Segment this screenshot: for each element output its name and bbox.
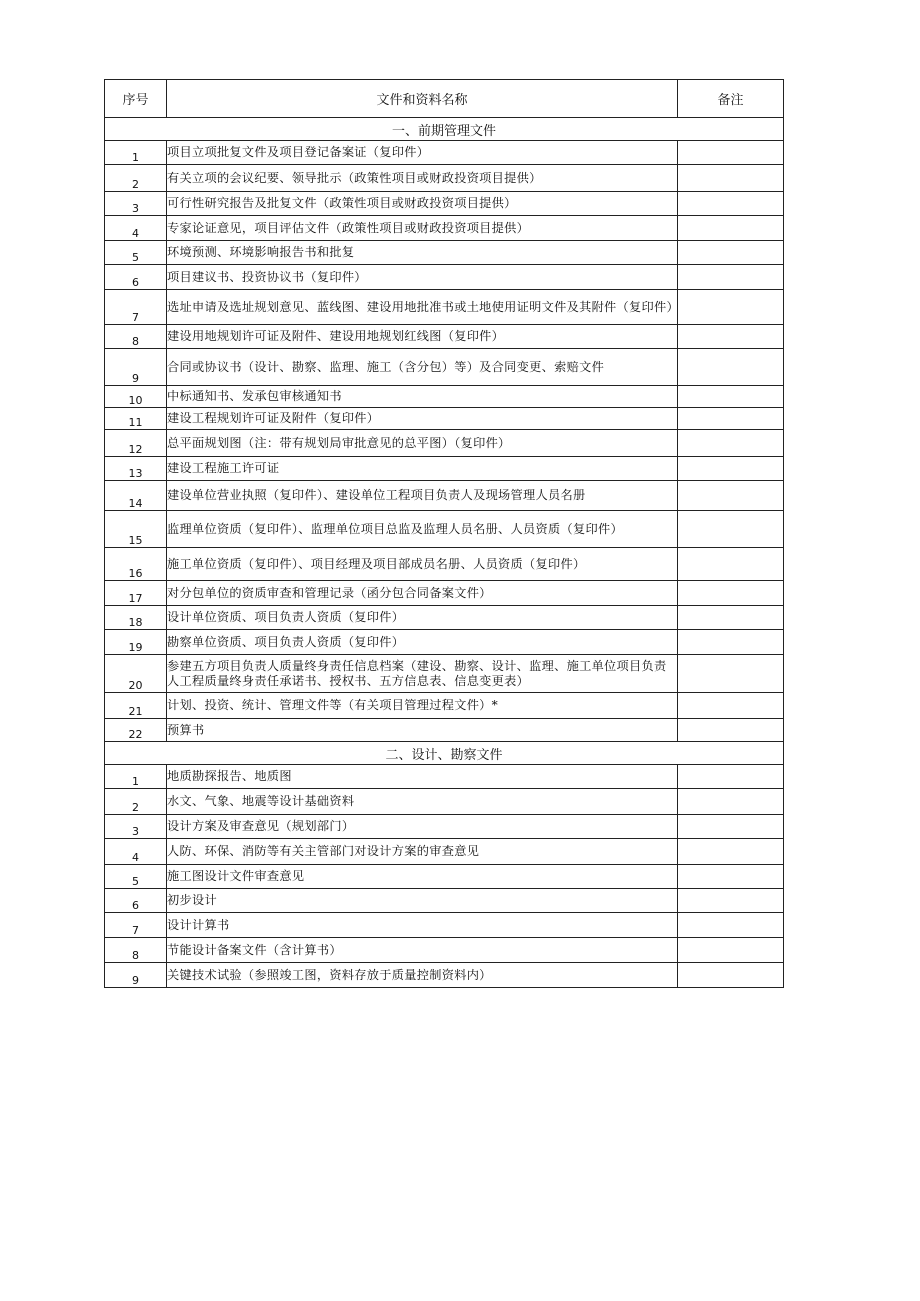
row-document-name: 总平面规划图（注：带有规划局审批意见的总平图）（复印件）	[167, 430, 678, 457]
section-row	[105, 118, 784, 141]
row-document-name: 合同或协议书（设计、勘察、监理、施工（含分包）等）及合同变更、索赔文件	[167, 349, 678, 386]
row-document-name: 设计方案及审查意见（规划部门）	[167, 815, 678, 839]
row-note	[678, 913, 784, 938]
row-note	[678, 265, 784, 290]
row-document-name: 有关立项的会议纪要、领导批示（政策性项目或财政投资项目提供）	[167, 165, 678, 192]
section-title: 二、设计、勘察文件	[105, 742, 784, 765]
table-row	[105, 913, 784, 938]
row-number: 7	[105, 913, 167, 938]
row-document-name: 设计计算书	[167, 913, 678, 938]
row-note	[678, 216, 784, 241]
row-note	[678, 408, 784, 430]
row-number: 11	[105, 408, 167, 430]
table-row	[105, 481, 784, 511]
table-row	[105, 349, 784, 386]
row-document-name: 人防、环保、消防等有关主管部门对设计方案的审查意见	[167, 839, 678, 865]
row-document-name: 勘察单位资质、项目负责人资质（复印件）	[167, 630, 678, 655]
row-number: 17	[105, 581, 167, 606]
row-note	[678, 457, 784, 481]
row-number: 16	[105, 548, 167, 581]
row-number: 22	[105, 719, 167, 742]
row-number: 13	[105, 457, 167, 481]
row-number: 1	[105, 765, 167, 789]
row-document-name: 选址申请及选址规划意见、蓝线图、建设用地批准书或土地使用证明文件及其附件（复印件）	[167, 290, 678, 325]
row-number: 8	[105, 325, 167, 349]
row-document-name: 项目建议书、投资协议书（复印件）	[167, 265, 678, 290]
row-document-name: 节能设计备案文件（含计算书）	[167, 938, 678, 963]
row-note	[678, 141, 784, 165]
section-title: 一、前期管理文件	[105, 118, 784, 141]
row-number: 14	[105, 481, 167, 511]
row-number: 6	[105, 265, 167, 290]
row-note	[678, 386, 784, 408]
row-document-name: 计划、投资、统计、管理文件等（有关项目管理过程文件）*	[167, 693, 678, 719]
row-document-name: 预算书	[167, 719, 678, 742]
table-row	[105, 386, 784, 408]
row-number: 20	[105, 655, 167, 693]
row-document-name: 监理单位资质（复印件）、监理单位项目总监及监理人员名册、人员资质（复印件）	[167, 511, 678, 548]
row-note	[678, 839, 784, 865]
row-note	[678, 548, 784, 581]
table-row	[105, 265, 784, 290]
table-row	[105, 141, 784, 165]
table-row	[105, 889, 784, 913]
table-row	[105, 789, 784, 815]
row-number: 10	[105, 386, 167, 408]
row-document-name: 项目立项批复文件及项目登记备案证（复印件）	[167, 141, 678, 165]
row-document-name: 建设用地规划许可证及附件、建设用地规划红线图（复印件）	[167, 325, 678, 349]
row-note	[678, 481, 784, 511]
row-note	[678, 789, 784, 815]
row-note	[678, 655, 784, 693]
row-number: 9	[105, 963, 167, 988]
table-row	[105, 839, 784, 865]
row-document-name: 施工图设计文件审查意见	[167, 865, 678, 889]
row-note	[678, 889, 784, 913]
row-number: 5	[105, 241, 167, 265]
row-number: 2	[105, 165, 167, 192]
row-note	[678, 938, 784, 963]
row-document-name: 对分包单位的资质审查和管理记录（函分包合同备案文件）	[167, 581, 678, 606]
table-row	[105, 290, 784, 325]
row-note	[678, 349, 784, 386]
row-note	[678, 430, 784, 457]
row-document-name: 初步设计	[167, 889, 678, 913]
header-row	[105, 80, 784, 118]
table-row	[105, 815, 784, 839]
table-row	[105, 719, 784, 742]
row-note	[678, 290, 784, 325]
table-body	[105, 118, 784, 988]
row-number: 6	[105, 889, 167, 913]
row-document-name: 参建五方项目负责人质量终身责任信息档案（建设、勘察、设计、监理、施工单位项目负责人工程质量终身责任承诺书、授权书、五方信息表、信息变更表）	[167, 655, 678, 693]
row-document-name: 地质勘探报告、地质图	[167, 765, 678, 789]
row-number: 7	[105, 290, 167, 325]
row-note	[678, 241, 784, 265]
table-row	[105, 457, 784, 481]
table-row	[105, 963, 784, 988]
row-document-name: 中标通知书、发承包审核通知书	[167, 386, 678, 408]
row-number: 2	[105, 789, 167, 815]
row-document-name: 施工单位资质（复印件）、项目经理及项目部成员名册、人员资质（复印件）	[167, 548, 678, 581]
row-note	[678, 963, 784, 988]
row-note	[678, 765, 784, 789]
table-row	[105, 192, 784, 216]
row-number: 5	[105, 865, 167, 889]
row-number: 8	[105, 938, 167, 963]
row-note	[678, 865, 784, 889]
row-number: 21	[105, 693, 167, 719]
row-note	[678, 693, 784, 719]
table-row	[105, 325, 784, 349]
row-note	[678, 511, 784, 548]
table-row	[105, 693, 784, 719]
row-note	[678, 192, 784, 216]
row-document-name: 建设工程规划许可证及附件（复印件）	[167, 408, 678, 430]
header-name: 文件和资料名称	[167, 80, 678, 118]
section-row	[105, 742, 784, 765]
document-table	[104, 79, 784, 988]
row-note	[678, 719, 784, 742]
row-number: 19	[105, 630, 167, 655]
row-note	[678, 630, 784, 655]
row-number: 12	[105, 430, 167, 457]
row-number: 15	[105, 511, 167, 548]
table-row	[105, 606, 784, 630]
row-document-name: 环境预测、环境影响报告书和批复	[167, 241, 678, 265]
row-document-name: 建设工程施工许可证	[167, 457, 678, 481]
table-row	[105, 216, 784, 241]
row-note	[678, 815, 784, 839]
table-row	[105, 581, 784, 606]
row-number: 9	[105, 349, 167, 386]
row-document-name: 设计单位资质、项目负责人资质（复印件）	[167, 606, 678, 630]
table-row	[105, 630, 784, 655]
table-row	[105, 938, 784, 963]
row-number: 3	[105, 192, 167, 216]
row-note	[678, 581, 784, 606]
table-row	[105, 408, 784, 430]
row-number: 4	[105, 216, 167, 241]
row-number: 18	[105, 606, 167, 630]
row-note	[678, 325, 784, 349]
header-note: 备注	[678, 80, 784, 118]
row-document-name: 建设单位营业执照（复印件）、建设单位工程项目负责人及现场管理人员名册	[167, 481, 678, 511]
row-note	[678, 165, 784, 192]
row-document-name: 专家论证意见，项目评估文件（政策性项目或财政投资项目提供）	[167, 216, 678, 241]
table-row	[105, 511, 784, 548]
table-row	[105, 430, 784, 457]
row-number: 4	[105, 839, 167, 865]
row-document-name: 水文、气象、地震等设计基础资料	[167, 789, 678, 815]
header-no: 序号	[105, 80, 167, 118]
row-document-name: 可行性研究报告及批复文件（政策性项目或财政投资项目提供）	[167, 192, 678, 216]
table-row	[105, 865, 784, 889]
row-note	[678, 606, 784, 630]
table-row	[105, 765, 784, 789]
table-row	[105, 548, 784, 581]
table-row	[105, 165, 784, 192]
row-document-name: 关键技术试验（参照竣工图，资料存放于质量控制资料内）	[167, 963, 678, 988]
table-row	[105, 241, 784, 265]
table-row	[105, 655, 784, 693]
row-number: 3	[105, 815, 167, 839]
row-number: 1	[105, 141, 167, 165]
